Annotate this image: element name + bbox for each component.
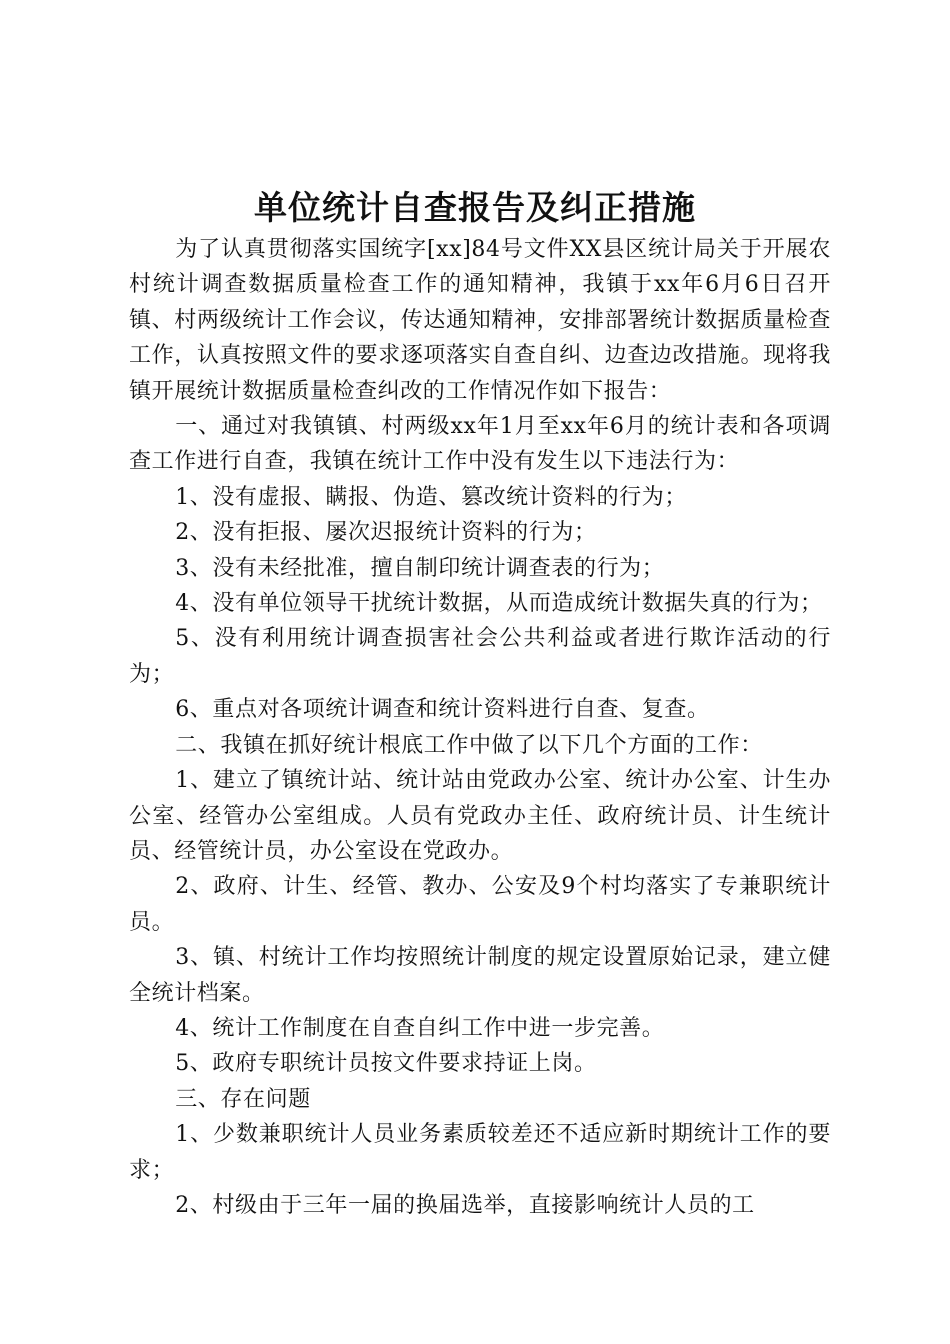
list-item: 4、统计工作制度在自查自纠工作中进一步完善。 bbox=[175, 1015, 665, 1041]
list-item: 5、没有利用统计调查损害社会公共利益或者进行欺诈活动的行为； bbox=[129, 626, 831, 687]
list-item: 2、没有拒报、屡次迟报统计资料的行为； bbox=[175, 520, 597, 546]
paragraph-intro: 为了认真贯彻落实国统字[xx]84号文件XX县区统计局关于开展农村统计调查数据质量检查工作的通知精神，我镇于xx年6月6日召开镇、村两级统计工作会议，传达通知精神，安排部署统计数据质量检查工作，认真按照文件的要求逐项落实自查自纠、边查边改措施。现将我镇开展统计数据质量检查纠改的工作情况作如下报告： bbox=[129, 237, 831, 404]
list-item: 5、政府专职统计员按文件要求持证上岗。 bbox=[175, 1051, 597, 1077]
paragraph-section-2: 二、我镇在抓好统计根底工作中做了以下几个方面的工作： bbox=[175, 732, 763, 758]
list-item: 3、镇、村统计工作均按照统计制度的规定设置原始记录，建立健全统计档案。 bbox=[129, 945, 831, 1006]
paragraph-section-3: 三、存在问题 bbox=[175, 1086, 311, 1112]
document-title: 单位统计自查报告及纠正措施 bbox=[254, 188, 696, 227]
document-body bbox=[129, 232, 831, 1223]
list-item: 1、没有虚报、瞒报、伪造、篡改统计资料的行为； bbox=[175, 484, 687, 510]
list-item: 6、重点对各项统计调查和统计资料进行自查、复查。 bbox=[175, 697, 710, 723]
list-item: 1、建立了镇统计站、统计站由党政办公室、统计办公室、计生办公室、经管办公室组成。人员有党政办主任、政府统计员、计生统计员、经管统计员，办公室设在党政办。 bbox=[129, 768, 831, 864]
list-item: 2、村级由于三年一届的换届选举，直接影响统计人员的工 bbox=[175, 1192, 755, 1218]
list-item: 4、没有单位领导干扰统计数据，从而造成统计数据失真的行为； bbox=[175, 591, 823, 617]
list-item: 2、政府、计生、经管、教办、公安及9个村均落实了专兼职统计员。 bbox=[129, 874, 831, 935]
paragraph-section-1: 一、通过对我镇镇、村两级xx年1月至xx年6月的统计表和各项调查工作进行自查，我镇在统计工作中没有发生以下违法行为： bbox=[129, 414, 831, 475]
list-item: 1、少数兼职统计人员业务素质较差还不适应新时期统计工作的要求； bbox=[129, 1122, 831, 1183]
list-item: 3、没有未经批准，擅自制印统计调查表的行为； bbox=[175, 555, 665, 581]
